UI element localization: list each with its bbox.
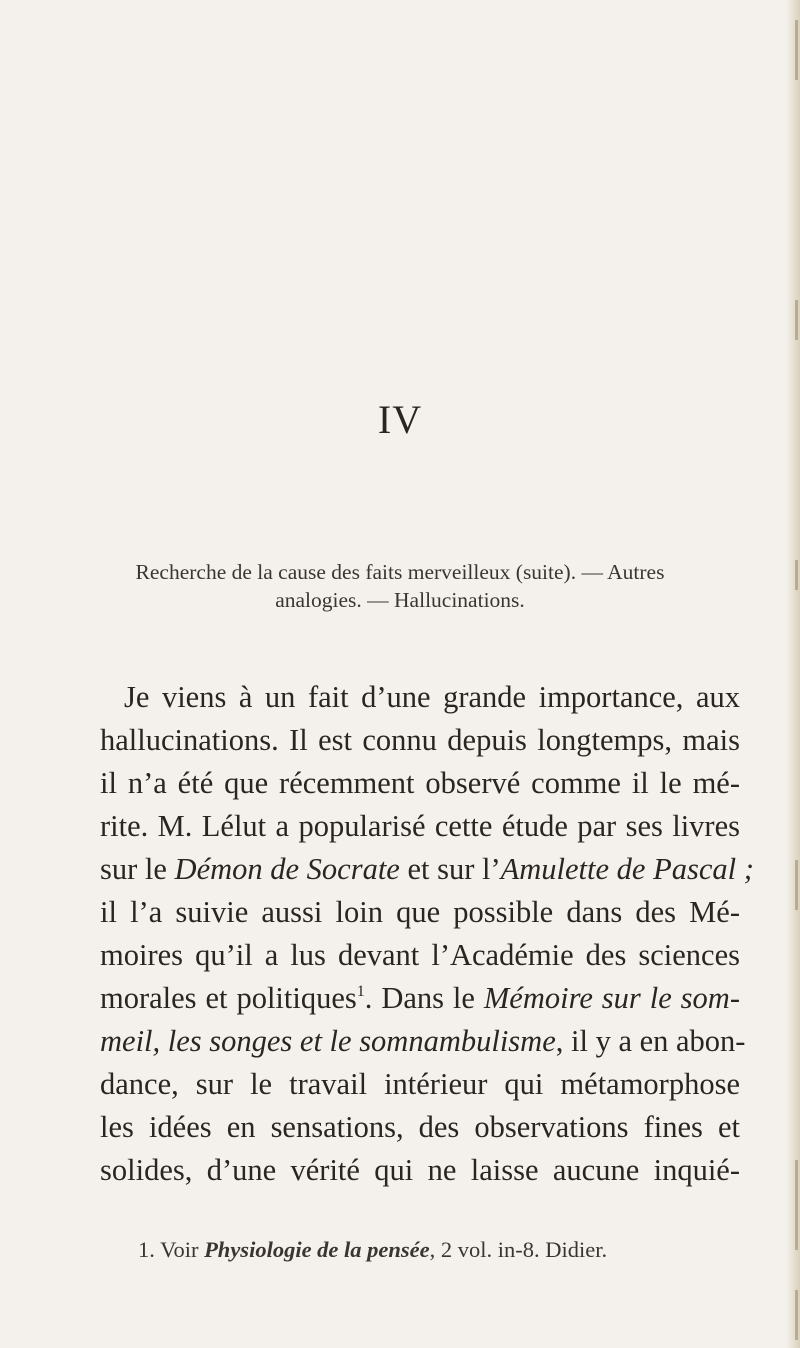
book-title: Démon de Socrate: [174, 852, 400, 886]
body-text: [100, 676, 754, 1192]
body-line: Je viens à un fait d’une grande importance, aux: [124, 680, 740, 714]
book-title: Mémoire sur le som-: [483, 981, 740, 1015]
body-line: moires qu’il a lus devant l’Académie des sciences: [100, 938, 740, 972]
body-text-segment: , il y a en abon-: [555, 1024, 746, 1058]
summary-line: Recherche de la cause des faits merveilleux (suite). — Autres: [135, 560, 665, 584]
page-edge: [786, 0, 800, 1348]
edge-mark: [795, 1290, 798, 1340]
footnote-book-title: Physiologie de la pensée: [204, 1237, 430, 1262]
body-line: il l’a suivie aussi loin que possible dans des Mé-: [100, 895, 740, 929]
body-line: [100, 977, 740, 1020]
body-line: rite. M. Lélut a popularisé cette étude par ses livres: [100, 809, 740, 843]
footnote-suffix: , 2 vol. in-8. Didier.: [429, 1237, 608, 1262]
body-line: hallucinations. Il est connu depuis longtemps, mais: [100, 723, 740, 757]
book-title: meil, les songes et le somnambulisme: [100, 1024, 556, 1058]
body-line: les idées en sensations, des observations fines et: [100, 1110, 740, 1144]
body-text-segment: morales et politiques: [100, 981, 357, 1015]
summary-line: analogies. — Hallucinations.: [275, 588, 525, 612]
book-title: Amulette de Pascal ;: [500, 852, 754, 886]
body-line: solides, d’une vérité qui ne laisse aucune inquié-: [100, 1153, 740, 1187]
body-line: [100, 848, 754, 891]
edge-mark: [795, 300, 798, 340]
edge-mark: [795, 1160, 798, 1250]
body-text-segment: . Dans le: [364, 981, 484, 1015]
body-text-segment: sur le: [100, 852, 175, 886]
chapter-summary: [40, 558, 760, 614]
edge-mark: [795, 20, 798, 80]
edge-mark: [795, 560, 798, 590]
footnote-prefix: 1. Voir: [138, 1237, 205, 1262]
body-line: dance, sur le travail intérieur qui métamorphose: [100, 1067, 740, 1101]
edge-mark: [795, 860, 798, 910]
footnote: [138, 1237, 607, 1263]
body-line: [100, 1020, 746, 1063]
body-text-segment: et sur l’: [399, 852, 501, 886]
chapter-number: IV: [377, 397, 423, 442]
footnote-marker: 1: [356, 983, 365, 1000]
body-line: il n’a été que récemment observé comme il le mé-: [100, 766, 740, 800]
